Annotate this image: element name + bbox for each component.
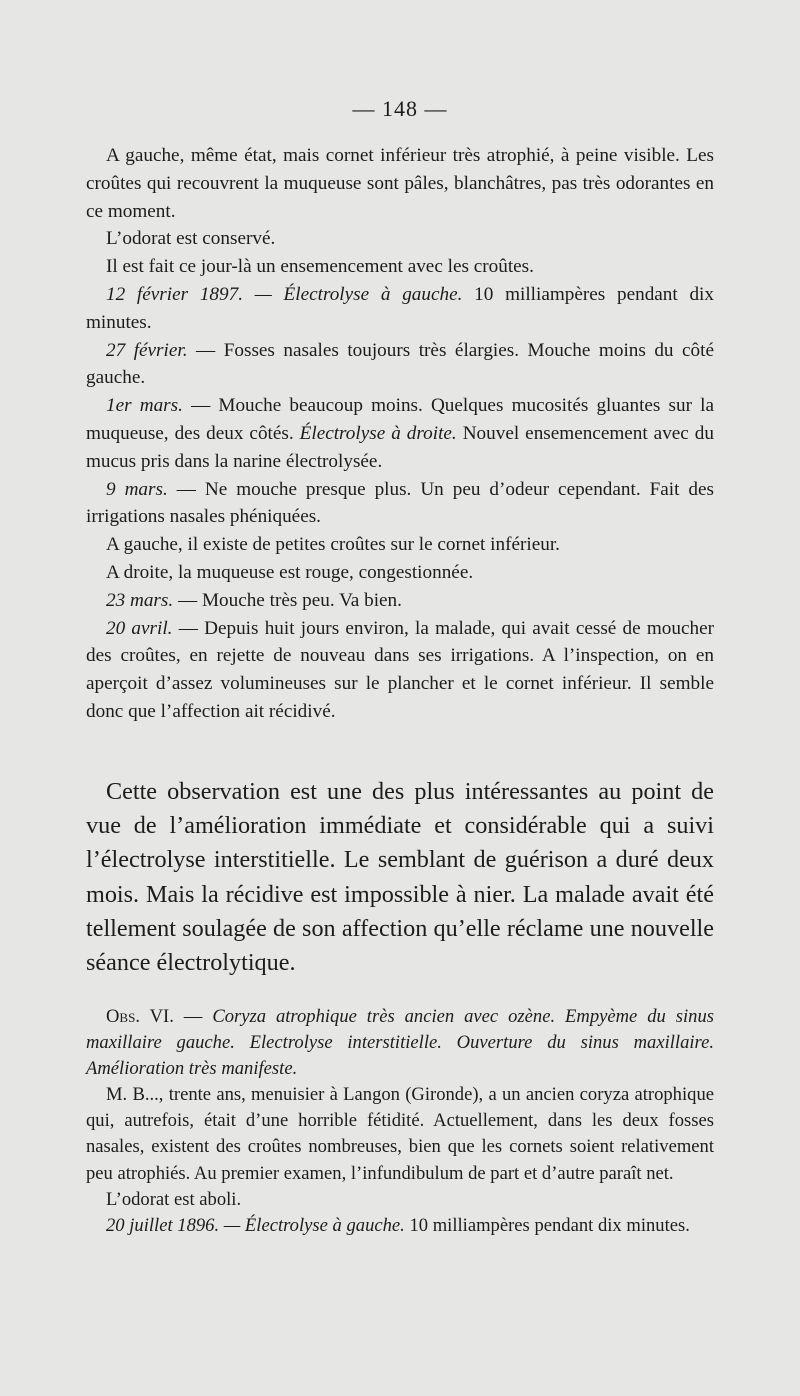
paragraph: A droite, la muqueuse est rouge, congestionnée. (106, 561, 474, 583)
paragraph: 20 avril. — Depuis huit jours environ, la malade, qui avait cessé de moucher des croûtes, en rejette de nouveau dans ses irrigations. A l’inspection, on en aperçoit d’assez volumineuses sur le plancher et le cornet inférieur. Il semble donc que l’affection ait récidivé. (86, 617, 715, 722)
paragraph: A gauche, il existe de petites croûtes sur le cornet inférieur. (106, 534, 560, 556)
paragraph: 9 mars. — Ne mouche presque plus. Un peu d’odeur cependant. Fait des irrigations nasales phéniquées. (86, 478, 714, 528)
conclusion-paragraph: Cette observation est une des plus intéressantes au point de vue de l’amélioration immédiate et considérable qui a suivi l’électrolyse interstitielle. Le semblant de guérison a duré deux mois. Mais la récidive est impossible à nier. La malade avait été tellement soulagée de son affection qu’elle réclame une nouvelle séance électrolytique. (86, 778, 714, 977)
observation-title: Coryza atrophique très ancien avec ozène. Empyème du sinus maxillaire gauche. Electrolyse interstitielle. Ouverture du sinus maxillaire. Amélioration très manifeste. (86, 1006, 715, 1080)
paragraph: 27 février. — Fosses nasales toujours très élargies. Mouche moins du côté gauche. (86, 339, 714, 389)
paragraph: 23 mars. — Mouche très peu. Va bien. (106, 589, 402, 611)
page-number: — 148 — (352, 96, 448, 121)
paragraph: 20 juillet 1896. — Électrolyse à gauche. 10 milliampères pendant dix minutes. (106, 1214, 690, 1236)
conclusion (86, 775, 714, 980)
paragraph: 1er mars. — Mouche beaucoup moins. Quelques mucosités gluantes sur la muqueuse, des deux côtés. Électrolyse à droite. Nouvel ensemencement avec du mucus pris dans la narine électrolysée. (86, 395, 714, 472)
paragraph: 12 février 1897. — Électrolyse à gauche. 10 milliampères pendant dix minutes. (86, 283, 714, 333)
paragraph: M. B..., trente ans, menuisier à Langon (Gironde), a un ancien coryza atrophique qui, autrefois, était d’une horrible fétidité. Actuellement, dans les deux fosses nasales, existent des croûtes nombreuses, bien que les cornets soient relativement peu atrophiés. Au premier examen, l’infundibulum de part et d’autre paraît net. (86, 1084, 714, 1184)
paragraph: L’odorat est aboli. (106, 1188, 242, 1210)
paragraph: L’odorat est conservé. (106, 228, 276, 250)
paragraph: Il est fait ce jour-là un ensemencement avec les croûtes. (106, 256, 534, 278)
clinical-notes (86, 142, 714, 726)
paragraph: A gauche, même état, mais cornet inférieur très atrophié, à peine visible. Les croûtes qui recouvrent la muqueuse sont pâles, blanchâtres, pas très odorantes en ce moment. (86, 145, 714, 222)
observation-label: Obs. VI. (106, 1006, 174, 1027)
observation-heading: Obs. VI. — Coryza atrophique très ancien avec ozène. Empyème du sinus maxillaire gauche. Electrolyse interstitielle. Ouverture du sinus maxillaire. Amélioration très manifeste. (86, 1006, 715, 1080)
observation-six (86, 1004, 714, 1239)
